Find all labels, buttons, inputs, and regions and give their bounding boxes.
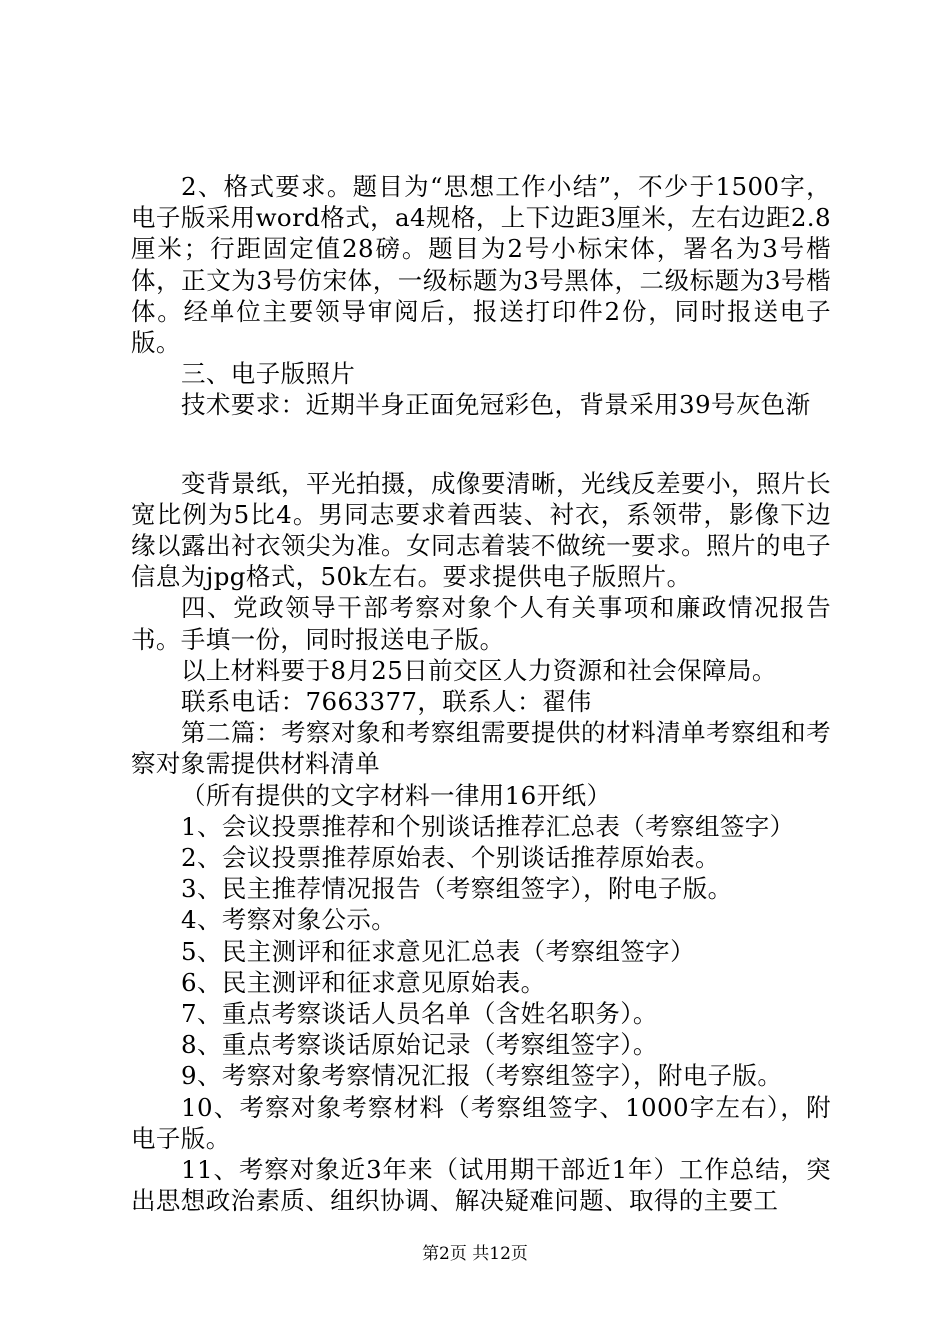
list-item: 8、重点考察谈话原始记录（考察组签字）。: [181, 1030, 658, 1060]
list-item: 3、民主推荐情况报告（考察组签字），附电子版。: [181, 874, 733, 904]
list-item: 7、重点考察谈话人员名单（含姓名职务）。: [181, 999, 658, 1029]
document-body: [131, 171, 831, 1217]
heading-part-two: 第二篇：考察对象和考察组需要提供的材料清单考察组和考察对象需提供材料清单: [131, 718, 831, 779]
page-number-footer: 第2页 共12页: [422, 1244, 528, 1264]
list-item: 10、考察对象考察材料（考察组签字、1000字左右），附电子版。: [131, 1092, 831, 1153]
list-item: 6、民主测评和征求意见原始表。: [181, 967, 546, 997]
list-item: 4、考察对象公示。: [181, 905, 397, 935]
page-break-gap: [131, 421, 831, 468]
list-item: 11、考察对象近3年来（试用期干部近1年）工作总结，突出思想政治素质、组织协调、解决疑难问题、取得的主要工: [131, 1155, 831, 1216]
heading-electronic-photo: 三、电子版照片: [181, 359, 356, 389]
paragraph-technical-requirements: 技术要求：近期半身正面免冠彩色，背景采用39号灰色渐: [181, 390, 811, 420]
paragraph-contact: 联系电话：7663377，联系人：翟伟: [181, 687, 592, 717]
paragraph-report-book: 四、党政领导干部考察对象个人有关事项和廉政情况报告书。手填一份，同时报送电子版。: [131, 593, 831, 654]
list-item: 1、会议投票推荐和个别谈话推荐汇总表（考察组签字）: [181, 811, 795, 841]
list-item: 2、会议投票推荐原始表、个别谈话推荐原始表。: [181, 843, 720, 873]
list-item: 5、民主测评和征求意见汇总表（考察组签字）: [181, 936, 695, 966]
paragraph-photo-details: 变背景纸，平光拍摄，成像要清晰，光线反差要小，照片长宽比例为5比4。男同志要求着西装、衬衣，系领带，影像下边缘以露出衬衣领尖为准。女同志着装不做统一要求。照片的电子信息为jpg格式，50k左右。要求提供电子版照片。: [131, 468, 831, 592]
paragraph-format-requirements: 2、格式要求。题目为“思想工作小结”，不少于1500字，电子版采用word格式，a4规格，上下边距3厘米，左右边距2.8厘米；行距固定值28磅。题目为2号小标宋体，署名为3号楷体，正文为3号仿宋体，一级标题为3号黑体，二级标题为3号楷体。经单位主要领导审阅后，报送打印件2份，同时报送电子版。: [131, 172, 831, 358]
paragraph-paper-size-note: （所有提供的文字材料一律用16开纸）: [181, 780, 612, 810]
paragraph-deadline: 以上材料要于8月25日前交区人力资源和社会保障局。: [181, 655, 777, 685]
list-item: 9、考察对象考察情况汇报（考察组签字），附电子版。: [181, 1061, 783, 1091]
